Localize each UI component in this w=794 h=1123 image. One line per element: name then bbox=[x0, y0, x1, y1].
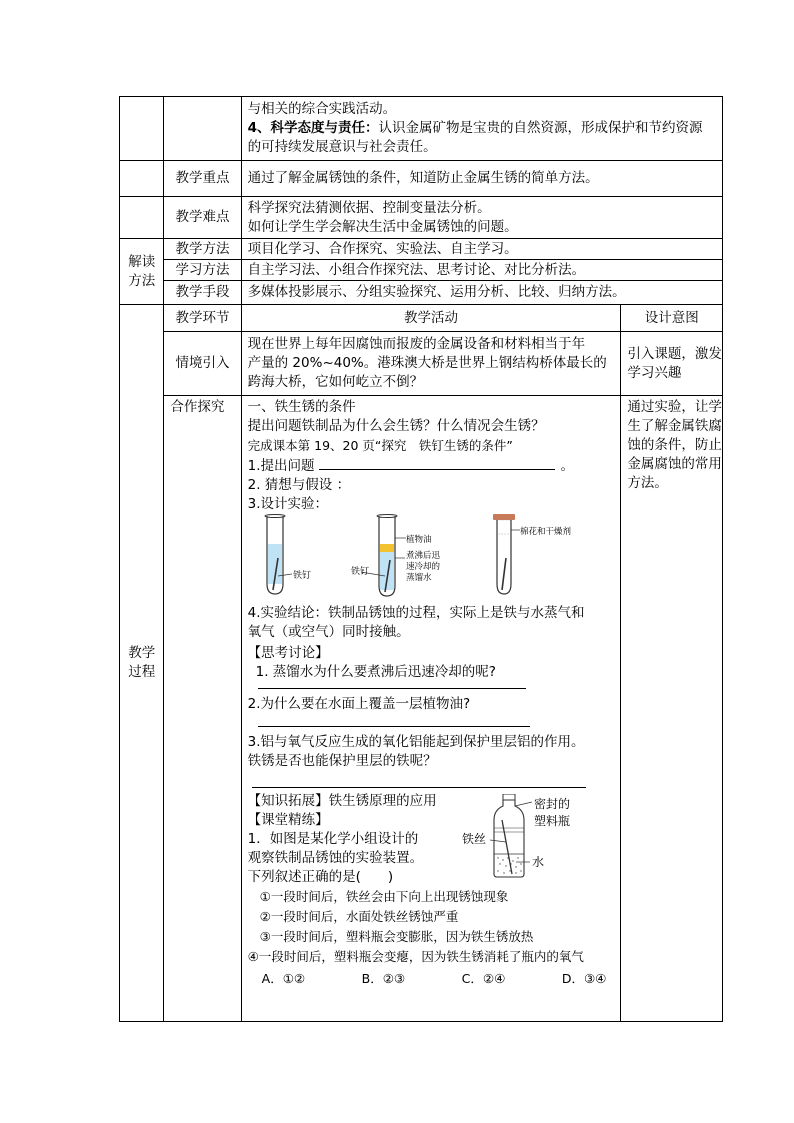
fig-nail-3: 铁钉 bbox=[447, 571, 466, 581]
interpret-label: 解读 方法 bbox=[120, 239, 164, 305]
option-b[interactable]: B．②③ bbox=[361, 971, 406, 986]
practice-q1-line-1: 1．如图是某化学小组设计的 bbox=[247, 831, 419, 847]
extension-heading: 【知识拓展】铁生锈原理的应用 bbox=[247, 793, 437, 809]
explore-stage: 合作探究 bbox=[164, 396, 241, 1022]
discuss-q3-blank bbox=[252, 787, 586, 788]
lesson-plan-table bbox=[119, 96, 723, 1022]
difficulty-line-2: 如何让学生学会解决生活中金属锈蚀的问题。 bbox=[247, 218, 518, 235]
conclusion-line-1: 4.实验结论：铁制品锈蚀的过程，实际上是铁与水蒸气和 bbox=[247, 605, 585, 621]
tube-1 bbox=[265, 515, 311, 595]
bottle-label-2: 塑料瓶 bbox=[533, 814, 570, 828]
objectives-cell bbox=[241, 97, 722, 161]
step-3: 3.设计实验： bbox=[247, 496, 329, 512]
means-text: 多媒体投影展示、分组实验探究、运用分析、比较、归纳方法。 bbox=[241, 281, 722, 305]
process-header-row bbox=[120, 305, 723, 332]
objectives-line-2: 认识金属矿物是宝贵的自然资源，形成保护和节约资源 bbox=[378, 120, 703, 136]
conclusion-line-2: 氧气（或空气）同时接触。 bbox=[247, 624, 410, 640]
method-text: 项目化学习、合作探究、实验法、自主学习。 bbox=[241, 239, 722, 260]
activity-header: 教学活动 bbox=[241, 305, 621, 332]
svg-text:蒸馏水: 蒸馏水 bbox=[405, 573, 432, 583]
svg-text:煮沸后迅: 煮沸后迅 bbox=[405, 551, 440, 561]
objectives-row bbox=[120, 97, 723, 161]
learning-text: 自主学习法、小组合作探究法、思考讨论、对比分析法。 bbox=[241, 260, 722, 281]
option-a[interactable]: A．①② bbox=[261, 971, 306, 986]
means-label: 教学手段 bbox=[164, 281, 241, 305]
tube-2 bbox=[351, 515, 441, 597]
statement-3: ③一段时间后，塑料瓶会变膨胀，因为铁生锈放热 bbox=[259, 929, 534, 944]
discuss-q1-blank bbox=[258, 688, 526, 689]
tube-3 bbox=[448, 514, 572, 594]
fig-cotton: 棉花和干燥剂 bbox=[519, 527, 571, 537]
statement-2: ②一段时间后，水面处铁丝锈蚀严重 bbox=[259, 909, 459, 924]
practice-heading: 【课堂精练】 bbox=[247, 812, 329, 828]
fig-nail-1: 铁钉 bbox=[292, 571, 311, 581]
discuss-q2-blank bbox=[258, 726, 530, 727]
explore-content: 一、铁生锈的条件 提出问题铁制品为什么会生锈？什么情况会生锈？ 完成课本第 19、20 页“探究 铁钉生锈的条件” 1.提出问题 。 2. 猜想与假设 ： 3.设计实验： 铁钉 植物油 煮沸后迅 速冷却的 蒸馏水 铁钉 棉花和干燥剂 铁钉 4.实验结论：铁制品锈蚀的过程，实际上是铁与水蒸气和 氧气（或空气）同时接触。 【思考讨论】 1. 蒸馏水为什么要煮沸后迅速冷却的呢? 2.为什么要在水面上覆盖一层植物油? 3.铝与氧气反应生成的氧化铝能起到保护里层铝的作用。 铁锈是否也能保护里层的铁呢？ 【知识拓展】铁生锈原理的应用 【课堂精练】 1．如图是某化学小组设计的 观察铁制品锈蚀的实验装置。 下列叙述正确的是( ) ①一段时间后，铁丝会由下向上出现锈蚀现象 ②一段时间后，水面处铁丝锈蚀严重 ③一段时间后，塑料瓶会变膨胀，因为铁生锈放热 ④一段时间后，塑料瓶会变瘪，因为铁生锈消耗了瓶内的氧气 A．①② B．②③ C．②④ D．③④ 密封的 塑料瓶 铁丝 水 bbox=[241, 396, 621, 1022]
means-row bbox=[120, 281, 723, 305]
focus-row bbox=[120, 161, 723, 197]
intro-stage: 情境引入 bbox=[164, 332, 241, 396]
explore-intent: 通过实验，让学 生了解金属铁腐 蚀的条件，防止 金属腐蚀的常用 方法。 bbox=[621, 396, 723, 1022]
intro-line-1: 现在世界上每年因腐蚀而报废的金属设备和材料相当于年 bbox=[247, 336, 586, 352]
objectives-heading: 4、科学态度与责任： bbox=[247, 120, 379, 136]
discuss-q2: 2.为什么要在水面上覆盖一层植物油? bbox=[247, 696, 471, 712]
practice-q1-line-2: 观察铁制品锈蚀的实验装置。 bbox=[247, 850, 424, 866]
stage-header: 教学环节 bbox=[164, 305, 241, 332]
svg-text:速冷却的: 速冷却的 bbox=[405, 562, 440, 572]
intro-line-3: 跨海大桥，它如何屹立不倒？ bbox=[247, 374, 424, 390]
wire-label: 铁丝 bbox=[461, 832, 486, 846]
learning-label: 学习方法 bbox=[164, 260, 241, 281]
intro-intent-1: 引入课题，激发 bbox=[627, 345, 722, 362]
fig-oil: 植物油 bbox=[405, 535, 432, 545]
explore-row bbox=[120, 396, 723, 1022]
option-c[interactable]: C．②④ bbox=[461, 971, 506, 986]
learning-row bbox=[120, 260, 723, 281]
intro-row bbox=[120, 332, 723, 396]
practice-q1-line-3: 下列叙述正确的是( ) bbox=[247, 869, 394, 885]
process-label: 教学 过程 bbox=[120, 305, 164, 1022]
objectives-line-1: 与相关的综合实践活动。 bbox=[247, 101, 397, 117]
discuss-q1: 1. 蒸馏水为什么要煮沸后迅速冷却的呢? bbox=[255, 664, 496, 680]
experiment-figure bbox=[248, 514, 598, 598]
discuss-heading: 【思考讨论】 bbox=[247, 645, 329, 661]
method-label: 教学方法 bbox=[164, 239, 241, 260]
water-label: 水 bbox=[531, 855, 544, 869]
bottle-figure bbox=[460, 794, 600, 878]
option-d[interactable]: D．③④ bbox=[561, 971, 607, 986]
fig-nail-2: 铁钉 bbox=[350, 567, 369, 577]
bottle-label-1: 密封的 bbox=[533, 797, 570, 811]
step-2: 2. 猜想与假设 ： bbox=[247, 477, 351, 493]
difficulty-line-1: 科学探究法猜测依据、控制变量法分析。 bbox=[247, 199, 491, 216]
explore-title: 一、铁生锈的条件 bbox=[247, 399, 356, 415]
statement-4: ④一段时间后，塑料瓶会变瘪，因为铁生锈消耗了瓶内的氧气 bbox=[247, 949, 584, 964]
method-row bbox=[120, 239, 723, 260]
explore-question: 提出问题铁制品为什么会生锈？什么情况会生锈？ bbox=[247, 418, 545, 434]
focus-text: 通过了解金属锈蚀的条件，知道防止金属生锈的简单方法。 bbox=[241, 161, 722, 197]
intent-header: 设计意图 bbox=[621, 305, 723, 332]
difficulty-row bbox=[120, 197, 723, 239]
focus-label: 教学重点 bbox=[164, 161, 241, 197]
answer-options bbox=[248, 969, 615, 988]
discuss-q3-line-2: 铁锈是否也能保护里层的铁呢？ bbox=[247, 753, 437, 769]
intro-line-2: 产量的 20%~40%。港珠澳大桥是世界上钢结构桥体最长的 bbox=[247, 355, 607, 371]
intro-intent-2: 学习兴趣 bbox=[627, 364, 682, 381]
practice-block bbox=[247, 792, 615, 986]
explore-task: 完成课本第 19、20 页“探究 铁钉生锈的条件” bbox=[247, 438, 513, 453]
step-1: 1.提出问题 bbox=[247, 458, 315, 474]
step-1-blank bbox=[319, 455, 555, 470]
statement-1: ①一段时间后，铁丝会由下向上出现锈蚀现象 bbox=[259, 889, 509, 904]
discuss-q3-line-1: 3.铝与氧气反应生成的氧化铝能起到保护里层铝的作用。 bbox=[247, 734, 585, 750]
objectives-line-3: 的可持续发展意识与社会责任。 bbox=[247, 139, 437, 155]
difficulty-label: 教学难点 bbox=[164, 197, 241, 239]
